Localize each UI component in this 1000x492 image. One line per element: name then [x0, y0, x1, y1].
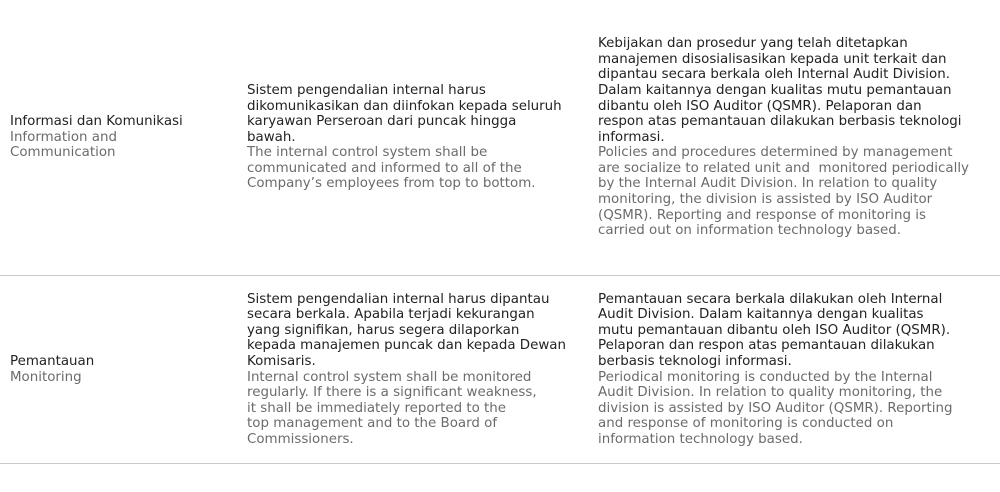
aspect-title-en: Monitoring [10, 369, 82, 385]
requirement-text-en: The internal control system shall be communicated and informed to all of the Company’s employees from top to bottom. [247, 145, 536, 192]
aspect-cell [10, 0, 225, 275]
table-row [0, 276, 1000, 464]
aspect-title-en: Information and Communication [10, 129, 117, 161]
implementation-text-en: Policies and procedures determined by management are socialize to related unit and monitored periodically by the Internal Audit Division. In relation to quality monitoring, the division is assisted by ISO Auditor (QSMR). Reporting and response of monitoring is carried out on information technology based. [598, 145, 969, 239]
requirement-text-id: Sistem pengendalian internal harus dipantau secara berkala. Apabila terjadi kekurangan yang signifikan, harus segera dilaporkan kepada manajemen puncak dan kepada Dewan Komisaris. [247, 291, 566, 369]
aspect-cell [10, 276, 225, 463]
implementation-text-en: Periodical monitoring is conducted by the Internal Audit Division. In relation to quality monitoring, the division is assisted by ISO Auditor (QSMR). Reporting and response of monitoring is conducted on information technology based. [598, 369, 953, 447]
implementation-cell [598, 0, 993, 275]
requirement-text-id: Sistem pengendalian internal harus dikomunikasikan dan diinfokan kepada seluruh karyawan Perseroan dari puncak hingga bawah. [247, 82, 562, 145]
aspect-title-id: Informasi dan Komunikasi [10, 114, 183, 130]
implementation-text-id: Kebijakan dan prosedur yang telah ditetapkan manajemen disosialisasikan kepada unit terkait dan dipantau secara berkala oleh Internal Audit Division. Dalam kaitannya dengan kualitas mutu pemantauan dibantu oleh ISO Auditor (QSMR). Pelaporan dan respon atas pemantauan dilakukan berbasis teknologi informasi. [598, 36, 962, 145]
implementation-text-id: Pemantauan secara berkala dilakukan oleh Internal Audit Division. Dalam kaitannya dengan kualitas mutu pemantauan dibantu oleh ISO Auditor (QSMR). Pelaporan dan respon atas pemantauan dilakukan berbasis teknologi informasi. [598, 291, 951, 369]
requirement-text-en: Internal control system shall be monitored regularly. If there is a significant weakness, it shall be immediately reported to the top management and to the Board of Commissioners. [247, 369, 537, 447]
requirement-cell [247, 276, 575, 463]
aspect-title-id: Pemantauan [10, 353, 95, 369]
implementation-cell [598, 276, 993, 463]
requirement-cell [247, 0, 575, 275]
